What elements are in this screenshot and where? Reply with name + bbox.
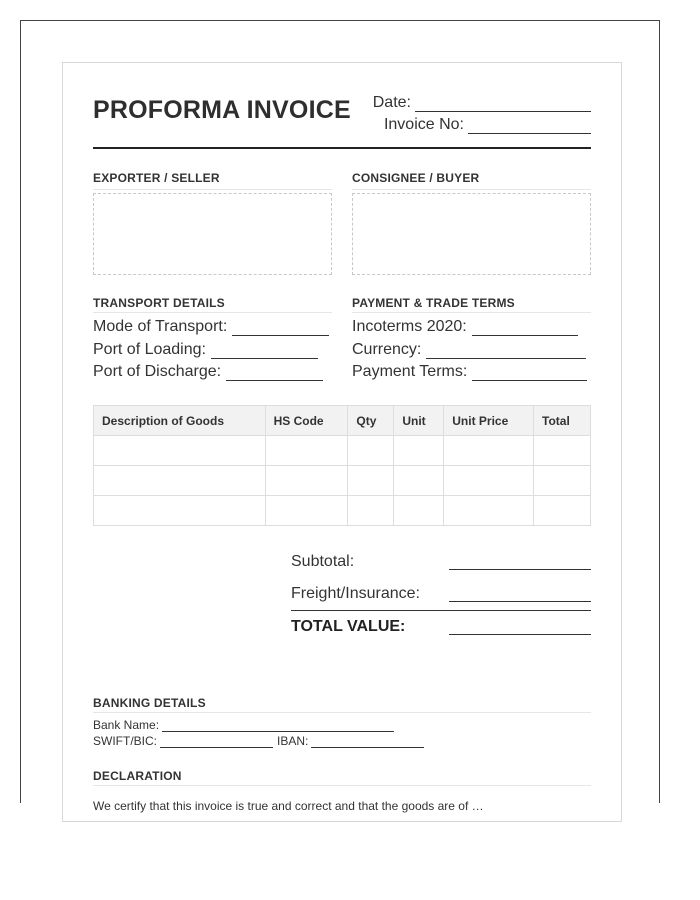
mode-of-transport-field[interactable]: [93, 318, 329, 336]
invoice-number-blank[interactable]: [468, 119, 591, 134]
column-header-total: Total: [534, 406, 591, 436]
declaration-text: We certify that this invoice is true and correct and that the goods are of …: [93, 799, 484, 813]
payment-terms-heading: PAYMENT & TRADE TERMS: [352, 296, 515, 310]
iban-blank[interactable]: [311, 737, 424, 748]
invoice-number-field[interactable]: [384, 116, 591, 134]
column-header-qty: Qty: [348, 406, 394, 436]
page-frame: [20, 20, 660, 813]
port-of-loading-label: Port of Loading:: [93, 341, 206, 358]
column-header-unit: Unit: [394, 406, 444, 436]
bank-name-field[interactable]: [93, 718, 398, 732]
column-header-unit-price: Unit Price: [444, 406, 534, 436]
table-cell[interactable]: [94, 436, 266, 466]
currency-blank[interactable]: [426, 344, 586, 359]
table-cell[interactable]: [348, 466, 394, 496]
payment-terms-label: Payment Terms:: [352, 363, 468, 380]
port-of-discharge-field[interactable]: [93, 363, 323, 381]
incoterms-label: Incoterms 2020:: [352, 318, 467, 335]
declaration-heading: DECLARATION: [93, 769, 182, 783]
payment-terms-field[interactable]: [352, 363, 587, 381]
iban-label: IBAN:: [277, 734, 309, 748]
table-cell[interactable]: [265, 466, 348, 496]
table-cell[interactable]: [444, 496, 534, 526]
table-row: [94, 496, 591, 526]
table-cell[interactable]: [265, 496, 348, 526]
subtotal-label: Subtotal:: [291, 553, 355, 570]
total-value-blank[interactable]: [449, 634, 591, 635]
swift-blank[interactable]: [160, 737, 273, 748]
goods-table-header-row: [94, 406, 591, 436]
table-cell[interactable]: [534, 496, 591, 526]
table-cell[interactable]: [444, 466, 534, 496]
banking-heading: BANKING DETAILS: [93, 696, 206, 710]
port-of-discharge-blank[interactable]: [226, 366, 323, 381]
bank-name-blank[interactable]: [162, 721, 394, 732]
transport-heading: TRANSPORT DETAILS: [93, 296, 225, 310]
table-cell[interactable]: [348, 496, 394, 526]
table-row: [94, 436, 591, 466]
mode-of-transport-blank[interactable]: [232, 321, 329, 336]
table-cell[interactable]: [348, 436, 394, 466]
table-row: [94, 466, 591, 496]
date-field[interactable]: [373, 94, 591, 112]
freight-insurance-blank[interactable]: [449, 601, 591, 602]
declaration-heading-rule: [93, 785, 591, 786]
total-value-label: TOTAL VALUE:: [291, 618, 406, 635]
table-cell[interactable]: [265, 436, 348, 466]
table-cell[interactable]: [534, 436, 591, 466]
bank-name-label: Bank Name:: [93, 718, 160, 732]
invoice-sheet: [62, 62, 622, 822]
invoice-number-label: Invoice No:: [383, 116, 464, 133]
payment-terms-blank[interactable]: [472, 366, 587, 381]
table-cell[interactable]: [394, 496, 444, 526]
swift-label: SWIFT/BIC:: [93, 734, 157, 748]
currency-label: Currency:: [352, 341, 422, 358]
column-header-hs-code: HS Code: [265, 406, 348, 436]
table-cell[interactable]: [94, 466, 266, 496]
goods-table: [93, 405, 591, 526]
currency-field[interactable]: [352, 341, 586, 359]
table-cell[interactable]: [534, 466, 591, 496]
table-cell[interactable]: [444, 436, 534, 466]
document-title: PROFORMA INVOICE: [93, 96, 351, 124]
banking-heading-rule: [93, 712, 591, 713]
totals-divider: [291, 610, 591, 611]
date-label: Date:: [372, 94, 411, 111]
table-cell[interactable]: [394, 466, 444, 496]
consignee-heading-rule: [352, 189, 591, 190]
consignee-address-box[interactable]: [352, 193, 591, 275]
transport-heading-rule: [93, 312, 332, 313]
header-divider: [93, 147, 591, 149]
exporter-heading: EXPORTER / SELLER: [93, 171, 220, 185]
date-blank[interactable]: [415, 97, 591, 112]
exporter-heading-rule: [93, 189, 332, 190]
column-header-description: Description of Goods: [94, 406, 266, 436]
exporter-address-box[interactable]: [93, 193, 332, 275]
port-of-loading-field[interactable]: [93, 341, 318, 359]
table-cell[interactable]: [394, 436, 444, 466]
port-of-discharge-label: Port of Discharge:: [93, 363, 222, 380]
payment-heading-rule: [352, 312, 591, 313]
incoterms-field[interactable]: [352, 318, 578, 336]
port-of-loading-blank[interactable]: [211, 344, 318, 359]
consignee-heading: CONSIGNEE / BUYER: [352, 171, 480, 185]
mode-of-transport-label: Mode of Transport:: [93, 318, 228, 335]
table-cell[interactable]: [94, 496, 266, 526]
swift-iban-field[interactable]: [93, 734, 428, 748]
incoterms-blank[interactable]: [472, 321, 578, 336]
freight-insurance-label: Freight/Insurance:: [291, 585, 420, 602]
subtotal-blank[interactable]: [449, 569, 591, 570]
